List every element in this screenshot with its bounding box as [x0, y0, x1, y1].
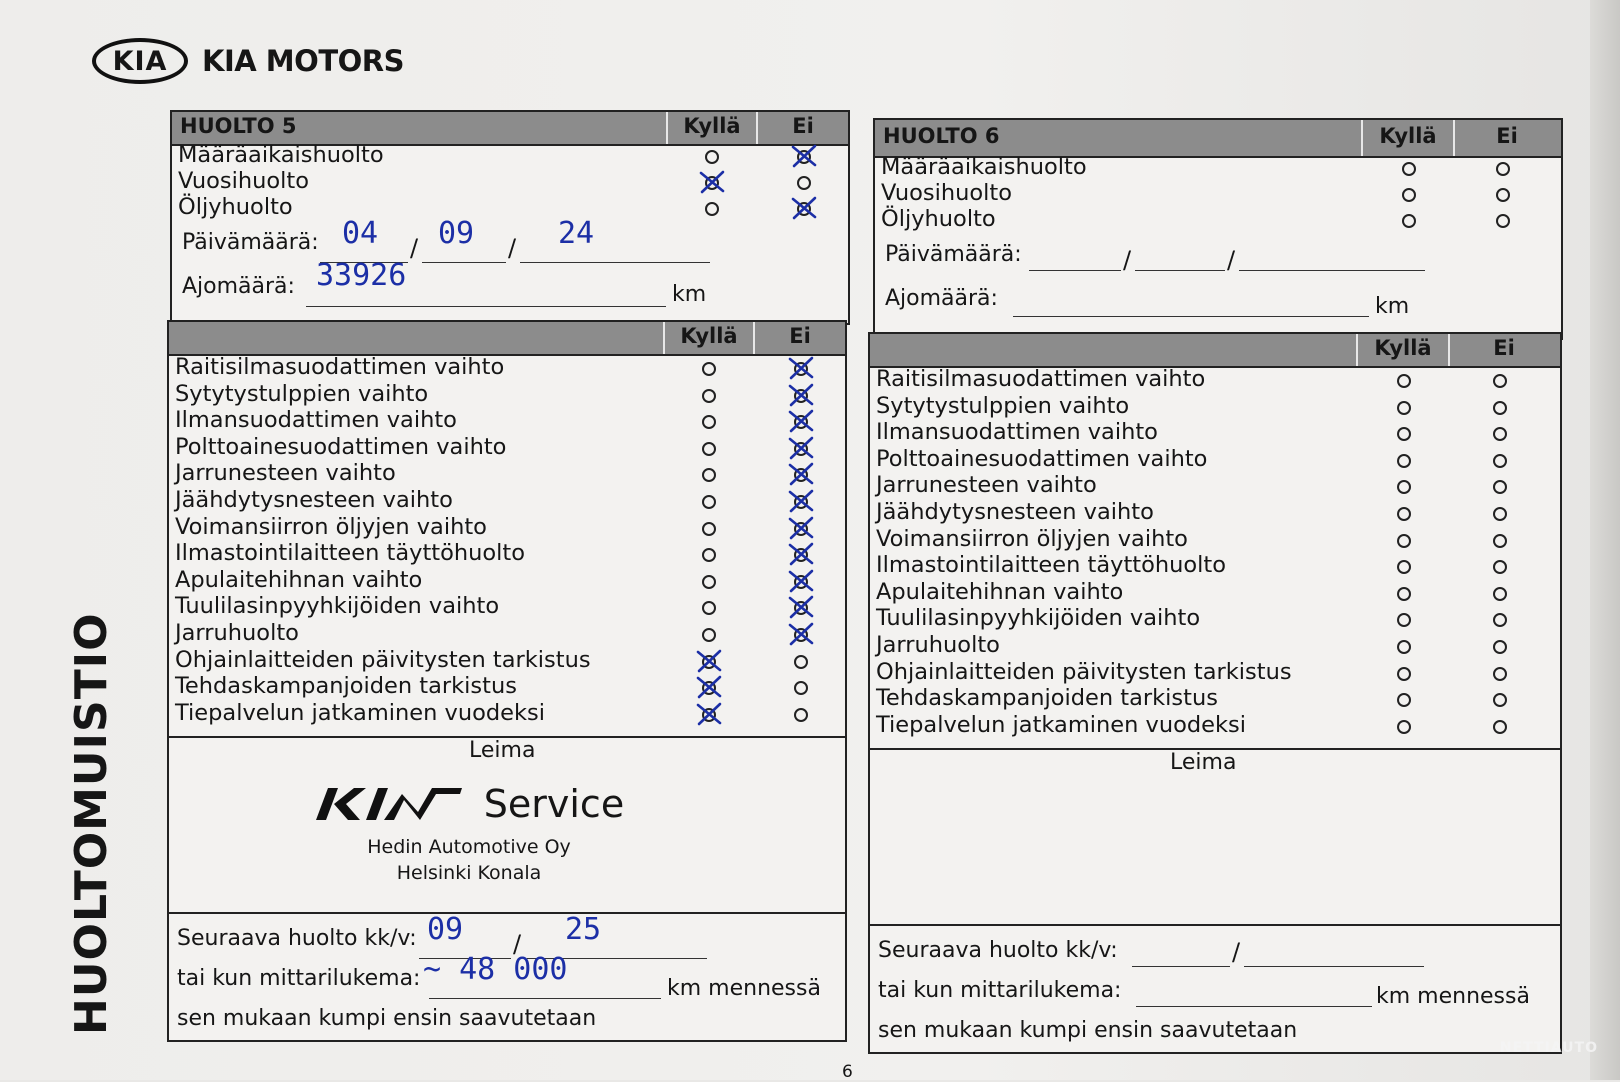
- task-yes-circle[interactable]: [702, 522, 716, 536]
- service-type-no-circle[interactable]: [1496, 214, 1510, 228]
- service-type-no-circle[interactable]: [797, 176, 811, 190]
- task-yes-circle[interactable]: [702, 575, 716, 589]
- km-unit: km: [672, 282, 707, 307]
- task-label: Polttoainesuodattimen vaihto: [876, 445, 1208, 472]
- service-5-header: [172, 112, 848, 146]
- task-yes-circle[interactable]: [1397, 613, 1411, 627]
- task-no-circle[interactable]: [1493, 613, 1507, 627]
- task-label: Jäähdytysnesteen vaihto: [876, 499, 1154, 525]
- task-no-circle[interactable]: [1493, 454, 1507, 468]
- task-yes-circle[interactable]: [1397, 480, 1411, 494]
- task-no-checkmark-icon: [786, 594, 816, 620]
- page-number: 6: [842, 1062, 853, 1082]
- service-type-yes-circle[interactable]: [705, 202, 719, 216]
- col-no-header: Ei: [792, 114, 814, 138]
- col-yes-header: Kyllä: [1379, 124, 1437, 148]
- task-label: Jarruhuolto: [175, 620, 299, 646]
- task-yes-circle[interactable]: [702, 389, 716, 403]
- task-label: Ohjainlaitteiden päivitysten tarkistus: [175, 646, 591, 673]
- task-label: Tiepalvelun jatkaminen vuodeksi: [175, 699, 545, 726]
- task-no-circle[interactable]: [794, 655, 808, 669]
- service-6-card: HUOLTO 6 Kyllä Ei Määräaikaishuolto Vuosihuolto Öljyhuolto Päivämäärä: / / Ajomäärä: km: [873, 118, 1563, 340]
- task-yes-circle[interactable]: [1397, 693, 1411, 707]
- task-no-circle[interactable]: [794, 681, 808, 695]
- task-yes-checkmark-icon: [694, 674, 724, 700]
- task-yes-circle[interactable]: [1397, 587, 1411, 601]
- odometer-label: tai kun mittarilukema:: [878, 978, 1122, 1003]
- task-label: Tiepalvelun jatkaminen vuodeksi: [876, 711, 1246, 738]
- task-label: Ilmastointilaitteen täyttöhuolto: [876, 552, 1226, 579]
- task-no-circle[interactable]: [1493, 693, 1507, 707]
- service-type-label: Määräaikaishuolto: [881, 154, 1087, 180]
- task-yes-circle[interactable]: [1397, 427, 1411, 441]
- task-no-checkmark-icon: [786, 568, 816, 594]
- service-6-header: [875, 120, 1561, 158]
- mileage-label: Ajomäärä:: [885, 286, 998, 311]
- task-label: Ilmansuodattimen vaihto: [876, 419, 1158, 446]
- service-type-yes-circle[interactable]: [1402, 214, 1416, 228]
- tasks-col-yes: Kyllä: [680, 324, 738, 348]
- task-no-checkmark-icon: [786, 515, 816, 541]
- service-type-yes-circle[interactable]: [1402, 162, 1416, 176]
- task-yes-circle[interactable]: [702, 548, 716, 562]
- task-label: Jarruhuolto: [876, 632, 1000, 658]
- task-label: Tuulilasinpyyhkijöiden vaihto: [175, 593, 500, 620]
- task-yes-circle[interactable]: [1397, 507, 1411, 521]
- task-no-checkmark-icon: [786, 488, 816, 514]
- tasks-col-no: Ei: [789, 324, 811, 348]
- task-yes-circle[interactable]: [1397, 720, 1411, 734]
- service-type-yes-checkmark-icon: [697, 169, 727, 195]
- service-5-tasks: Kyllä Ei Raitisilmasuodattimen vaihto Sytytystulppien vaihto Ilmansuodattimen vaihto Polttoainesuodattimen vaihto Jarrunesteen vaihto Jäähdytysnesteen vaihto Voimansiirron öljyjen vaihto Ilmastointilaitteen täyttöhuolto Apulaitehihnan vaihto Tuulilasinpyyhkijöiden vaihto Jarruhuolto Ohjainlaitteiden päivitysten tarkistus Tehdaskampanjoiden tarkistus Tiepalvelun jatkaminen vuodeksi Leima Service Hedin Automotive Oy Helsinki Konala Seuraava huolto kk/v: / 09 25 tai kun mittarilukema: ~ 48 000 km mennessä sen mukaan kumpi ensin saavutetaan: [167, 320, 847, 1042]
- service-type-no-checkmark-icon: [789, 195, 819, 221]
- task-label: Ohjainlaitteiden päivitysten tarkistus: [876, 658, 1292, 685]
- task-yes-circle[interactable]: [702, 468, 716, 482]
- km-by-label: km mennessä: [1376, 984, 1530, 1009]
- task-no-circle[interactable]: [1493, 667, 1507, 681]
- service-type-no-checkmark-icon: [789, 143, 819, 169]
- task-label: Jarrunesteen vaihto: [876, 472, 1097, 499]
- task-yes-checkmark-icon: [694, 648, 724, 674]
- task-label: Voimansiirron öljyjen vaihto: [876, 525, 1188, 552]
- service-type-label: Öljyhuolto: [178, 194, 293, 220]
- whichever-note: sen mukaan kumpi ensin saavutetaan: [878, 1018, 1298, 1043]
- task-no-circle[interactable]: [1493, 401, 1507, 415]
- task-label: Apulaitehihnan vaihto: [876, 578, 1124, 605]
- task-yes-circle[interactable]: [1397, 560, 1411, 574]
- task-label: Apulaitehihnan vaihto: [175, 566, 423, 593]
- task-yes-circle[interactable]: [702, 495, 716, 509]
- odometer-label: tai kun mittarilukema:: [177, 966, 421, 991]
- tasks-col-yes: Kyllä: [1374, 336, 1432, 360]
- service-type-label: Määräaikaishuolto: [178, 142, 384, 168]
- task-yes-circle[interactable]: [1397, 667, 1411, 681]
- task-label: Tuulilasinpyyhkijöiden vaihto: [876, 605, 1201, 632]
- odometer-value: ~ 48 000: [423, 952, 568, 987]
- task-label: Jarrunesteen vaihto: [175, 460, 396, 487]
- date-label: Päivämäärä:: [182, 230, 319, 255]
- task-no-checkmark-icon: [786, 461, 816, 487]
- date-month: 09: [438, 216, 475, 251]
- service-type-label: Öljyhuolto: [881, 206, 996, 232]
- task-no-circle[interactable]: [1493, 587, 1507, 601]
- task-no-checkmark-icon: [786, 621, 816, 647]
- km-unit: km: [1375, 294, 1410, 319]
- task-label: Ilmastointilaitteen täyttöhuolto: [175, 540, 525, 567]
- task-label: Raitisilmasuodattimen vaihto: [876, 366, 1206, 392]
- date-year: 24: [558, 216, 595, 251]
- task-label: Ilmansuodattimen vaihto: [175, 407, 457, 434]
- service-type-label: Vuosihuolto: [881, 180, 1012, 206]
- task-label: Polttoainesuodattimen vaihto: [175, 433, 507, 460]
- col-yes-header: Kyllä: [683, 114, 741, 138]
- task-no-checkmark-icon: [786, 435, 816, 461]
- task-no-circle[interactable]: [1493, 560, 1507, 574]
- task-no-checkmark-icon: [786, 541, 816, 567]
- task-no-circle[interactable]: [1493, 374, 1507, 388]
- task-no-circle[interactable]: [1493, 534, 1507, 548]
- task-no-checkmark-icon: [786, 355, 816, 381]
- booklet-spine: [1590, 0, 1620, 1080]
- task-no-checkmark-icon: [786, 382, 816, 408]
- mileage-label: Ajomäärä:: [182, 274, 295, 299]
- whichever-note: sen mukaan kumpi ensin saavutetaan: [177, 1006, 597, 1031]
- task-no-circle[interactable]: [1493, 507, 1507, 521]
- task-label: Tehdaskampanjoiden tarkistus: [876, 685, 1218, 712]
- task-label: Sytytystulppien vaihto: [876, 392, 1130, 419]
- kia-stamp-logo-icon: [314, 786, 464, 822]
- task-yes-checkmark-icon: [694, 701, 724, 727]
- kia-logo-mark: KIA: [92, 38, 188, 84]
- service-6-title: HUOLTO 6: [883, 124, 1000, 148]
- task-yes-circle[interactable]: [702, 601, 716, 615]
- service-type-label: Vuosihuolto: [178, 168, 309, 194]
- task-yes-circle[interactable]: [1397, 640, 1411, 654]
- task-yes-circle[interactable]: [702, 415, 716, 429]
- next-year: 25: [565, 912, 602, 947]
- date-label: Päivämäärä:: [885, 242, 1022, 267]
- task-yes-circle[interactable]: [1397, 374, 1411, 388]
- task-yes-circle[interactable]: [1397, 454, 1411, 468]
- task-yes-circle[interactable]: [702, 442, 716, 456]
- next-service-label: Seuraava huolto kk/v:: [177, 926, 417, 951]
- service-type-yes-circle[interactable]: [705, 150, 719, 164]
- stamp-company: Hedin Automotive Oy: [367, 836, 571, 858]
- service-type-yes-circle[interactable]: [1402, 188, 1416, 202]
- km-by-label: km mennessä: [667, 976, 821, 1001]
- stamp-service-word: Service: [483, 782, 625, 826]
- task-yes-circle[interactable]: [702, 362, 716, 376]
- stamp-label: Leima: [469, 738, 536, 763]
- service-type-no-circle[interactable]: [1496, 162, 1510, 176]
- task-label: Voimansiirron öljyjen vaihto: [175, 513, 487, 540]
- service-5-card: HUOLTO 5 Kyllä Ei Määräaikaishuolto Vuosihuolto Öljyhuolto Päivämäärä: / / 04 09 24 Ajomäärä: 33926 km: [170, 110, 850, 325]
- service-stamp: [299, 782, 639, 884]
- task-label: Sytytystulppien vaihto: [175, 380, 429, 407]
- service-6-tasks: Kyllä Ei Raitisilmasuodattimen vaihto Sytytystulppien vaihto Ilmansuodattimen vaihto Polttoainesuodattimen vaihto Jarrunesteen vaihto Jäähdytysnesteen vaihto Voimansiirron öljyjen vaihto Ilmastointilaitteen täyttöhuolto Apulaitehihnan vaihto Tuulilasinpyyhkijöiden vaihto Jarruhuolto Ohjainlaitteiden päivitysten tarkistus Tehdaskampanjoiden tarkistus Tiepalvelun jatkaminen vuodeksi Leima Seuraava huolto kk/v: / tai kun mittarilukema: km mennessä sen mukaan kumpi ensin saavutetaan: [868, 332, 1562, 1054]
- task-no-checkmark-icon: [786, 408, 816, 434]
- vertical-title: HUOLTOMUISTIO: [66, 612, 117, 1035]
- task-no-circle[interactable]: [1493, 427, 1507, 441]
- mileage-value: 33926: [316, 258, 407, 293]
- task-label: Tehdaskampanjoiden tarkistus: [175, 673, 517, 700]
- col-no-header: Ei: [1496, 124, 1518, 148]
- task-no-circle[interactable]: [794, 708, 808, 722]
- kia-logo: [92, 38, 404, 84]
- kia-motors-wordmark: KIA MOTORS: [202, 44, 404, 78]
- task-no-circle[interactable]: [1493, 640, 1507, 654]
- stamp-location: Helsinki Konala: [396, 862, 542, 884]
- site-watermark: NETTIAUTO: [1499, 1040, 1598, 1056]
- task-no-circle[interactable]: [1493, 720, 1507, 734]
- stamp-label: Leima: [1170, 750, 1237, 775]
- task-yes-circle[interactable]: [702, 628, 716, 642]
- service-type-no-circle[interactable]: [1496, 188, 1510, 202]
- task-no-circle[interactable]: [1493, 480, 1507, 494]
- next-month: 09: [427, 912, 464, 947]
- task-yes-circle[interactable]: [1397, 534, 1411, 548]
- service-5-title: HUOLTO 5: [180, 114, 297, 138]
- next-service-label: Seuraava huolto kk/v:: [878, 938, 1118, 963]
- task-yes-circle[interactable]: [1397, 401, 1411, 415]
- task-label: Raitisilmasuodattimen vaihto: [175, 354, 505, 380]
- task-label: Jäähdytysnesteen vaihto: [175, 487, 453, 513]
- date-day: 04: [342, 216, 379, 251]
- tasks-col-no: Ei: [1493, 336, 1515, 360]
